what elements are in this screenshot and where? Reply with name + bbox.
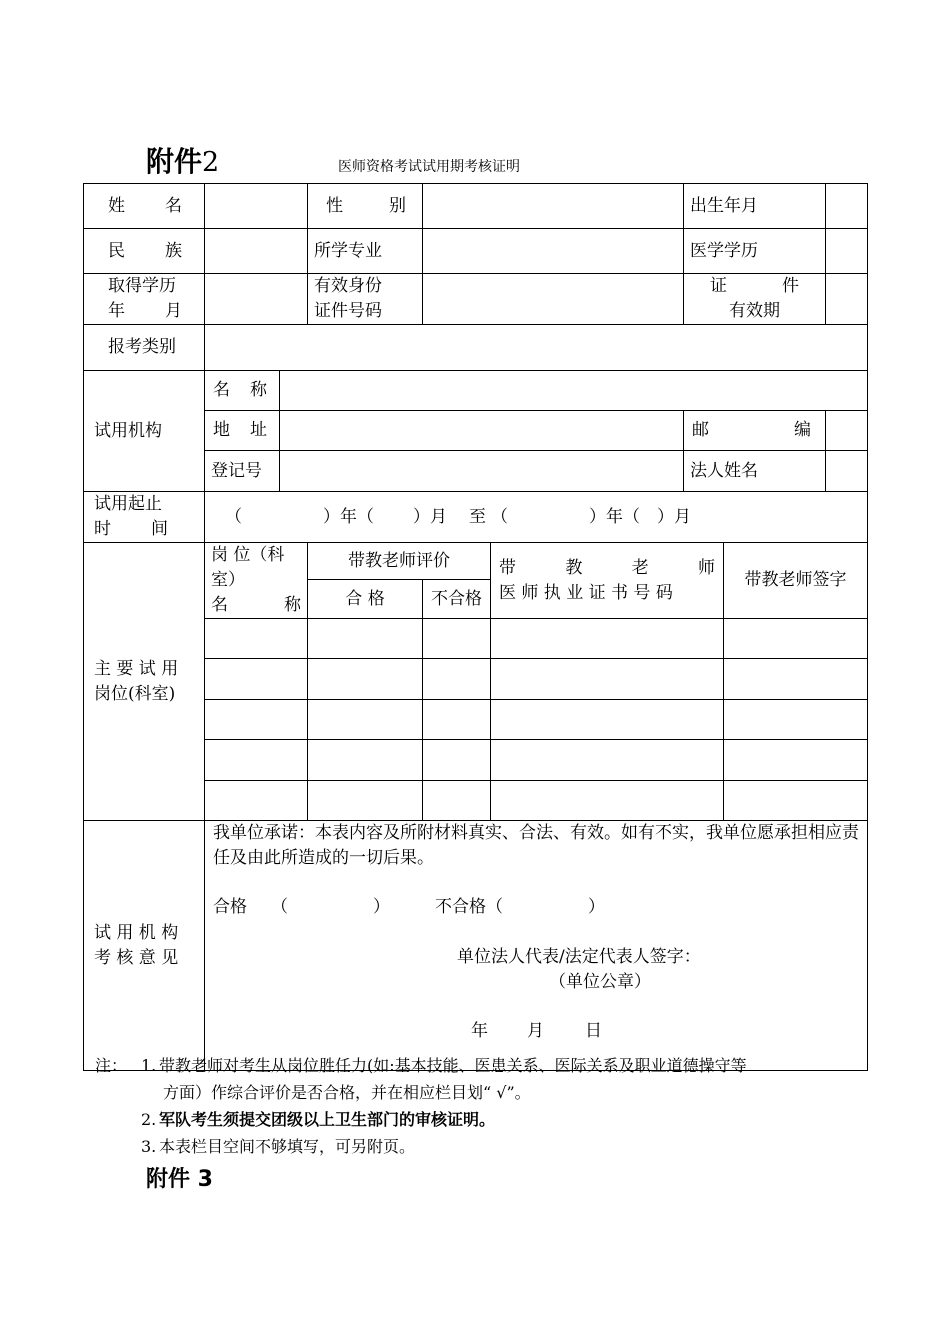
form-title: 医师资格考试试用期考核证明 (338, 159, 520, 175)
post-pass-cell[interactable] (308, 781, 423, 821)
attachment-heading-prefix: 附件 (146, 145, 203, 178)
header-teacher-evaluation: 带教老师评价 (308, 543, 491, 580)
label-legal-person: 法人姓名 (684, 451, 826, 492)
field-birth-date[interactable] (826, 184, 868, 229)
label-birth-date: 出生年月 (684, 184, 826, 229)
unit-seal-label: （单位公章） (549, 972, 651, 992)
date-year: 年 (471, 1021, 488, 1041)
label-exam-type: 报考类别 (84, 325, 205, 371)
attachment-3-heading: 附件 3 (146, 1167, 213, 1192)
post-name-cell[interactable] (205, 619, 308, 659)
attachment-heading (146, 140, 219, 180)
post-fail-cell[interactable] (423, 740, 491, 781)
label-id-validity: 证 件 有效期 (684, 274, 826, 325)
label-assessment-opinion: 试 用 机 构 考 核 意 见 (84, 821, 205, 1071)
post-license-cell[interactable] (491, 781, 724, 821)
field-id-validity[interactable] (826, 274, 868, 325)
field-legal-person[interactable] (826, 451, 868, 492)
legal-rep-signature-label: 单位法人代表/法定代表人签字： (457, 947, 701, 967)
row-institution-name (84, 371, 868, 411)
label-major: 所学专业 (308, 229, 423, 274)
post-signature-cell[interactable] (724, 781, 868, 821)
row-posts-header-1 (84, 543, 868, 580)
field-institution-address[interactable] (280, 411, 684, 451)
field-ethnicity[interactable] (205, 229, 308, 274)
field-major[interactable] (423, 229, 684, 274)
post-license-cell[interactable] (491, 659, 724, 700)
notes: 注： 1. 带教老师对考生从岗位胜任力(如:基本技能、医患关系、医际关系及职业道德操守等 方面）作综合评价是否合格，并在相应栏目划“ √”。 2. 军队考生须提交团级以上卫生部门的审核证明。 3. 本表栏目空间不够填写，可另附页。 (95, 1052, 875, 1160)
field-degree-date[interactable] (205, 274, 308, 325)
pass-label: 合格 (213, 897, 247, 917)
field-trial-period[interactable]: （ ）年（ ）月 至 （ ）年（ ）月 (205, 492, 868, 543)
post-name-cell[interactable] (205, 659, 308, 700)
post-signature-cell[interactable] (724, 740, 868, 781)
label-id-number: 有效身份 证件号码 (308, 274, 423, 325)
pass-blank[interactable]: （ ） (271, 897, 390, 917)
label-institution: 试用机构 (84, 371, 205, 492)
post-pass-cell[interactable] (308, 740, 423, 781)
date-day: 日 (585, 1021, 602, 1041)
field-name[interactable] (205, 184, 308, 229)
note-1: 注： 1. 带教老师对考生从岗位胜任力(如:基本技能、医患关系、医际关系及职业道德操守等 (95, 1056, 747, 1075)
post-fail-cell[interactable] (423, 781, 491, 821)
post-name-cell[interactable] (205, 781, 308, 821)
field-postcode[interactable] (826, 411, 868, 451)
post-license-cell[interactable] (491, 700, 724, 740)
post-pass-cell[interactable] (308, 700, 423, 740)
label-trial-period: 试用起止 时 间 (84, 492, 205, 543)
post-license-cell[interactable] (491, 740, 724, 781)
opinion-content[interactable] (205, 821, 868, 1071)
header-teacher-signature: 带教老师签字 (724, 543, 868, 619)
attachment-heading-number: 2 (202, 147, 220, 178)
label-gender: 性 别 (308, 184, 423, 229)
note-3: 3. 本表栏目空间不够填写，可另附页。 (141, 1137, 416, 1156)
post-license-cell[interactable] (491, 619, 724, 659)
post-signature-cell[interactable] (724, 700, 868, 740)
label-name: 姓 名 (84, 184, 205, 229)
post-name-cell[interactable] (205, 740, 308, 781)
label-institution-name: 名 称 (205, 371, 280, 411)
post-fail-cell[interactable] (423, 619, 491, 659)
label-main-posts: 主 要 试 用 岗位(科室) (84, 543, 205, 821)
label-ethnicity: 民 族 (84, 229, 205, 274)
row-basic-3 (84, 274, 868, 325)
label-medical-degree: 医学学历 (684, 229, 826, 274)
assessment-form-table (83, 183, 868, 1071)
header-fail: 不合格 (423, 580, 491, 619)
row-trial-period (84, 492, 868, 543)
header-teacher-license: 带 教 老 师 医 师 执 业 证 书 号 码 (491, 543, 724, 619)
row-exam-type (84, 325, 868, 371)
field-exam-type[interactable] (205, 325, 868, 371)
note-2: 2. 军队考生须提交团级以上卫生部门的审核证明。 (141, 1110, 496, 1129)
header-pass: 合 格 (308, 580, 423, 619)
row-assessment-opinion (84, 821, 868, 1071)
field-medical-degree[interactable] (826, 229, 868, 274)
post-signature-cell[interactable] (724, 619, 868, 659)
label-registration-number: 登记号 (205, 451, 280, 492)
header-post-name: 岗 位（科 室） 名 称 (205, 543, 308, 619)
commitment-text: 我单位承诺：本表内容及所附材料真实、合法、有效。如有不实，我单位愿承担相应责任及由此所造成的一切后果。 (213, 823, 859, 868)
post-fail-cell[interactable] (423, 659, 491, 700)
post-pass-cell[interactable] (308, 619, 423, 659)
row-basic-2 (84, 229, 868, 274)
fail-blank[interactable]: 不合格（ ） (435, 897, 605, 917)
field-id-number[interactable] (423, 274, 684, 325)
field-registration-number[interactable] (280, 451, 684, 492)
label-postcode: 邮 编 (684, 411, 826, 451)
post-pass-cell[interactable] (308, 659, 423, 700)
post-fail-cell[interactable] (423, 700, 491, 740)
post-name-cell[interactable] (205, 700, 308, 740)
label-degree-date: 取得学历 年 月 (84, 274, 205, 325)
field-institution-name[interactable] (280, 371, 868, 411)
row-basic-1 (84, 184, 868, 229)
label-institution-address: 地 址 (205, 411, 280, 451)
date-month: 月 (527, 1021, 544, 1041)
field-gender[interactable] (423, 184, 684, 229)
post-signature-cell[interactable] (724, 659, 868, 700)
